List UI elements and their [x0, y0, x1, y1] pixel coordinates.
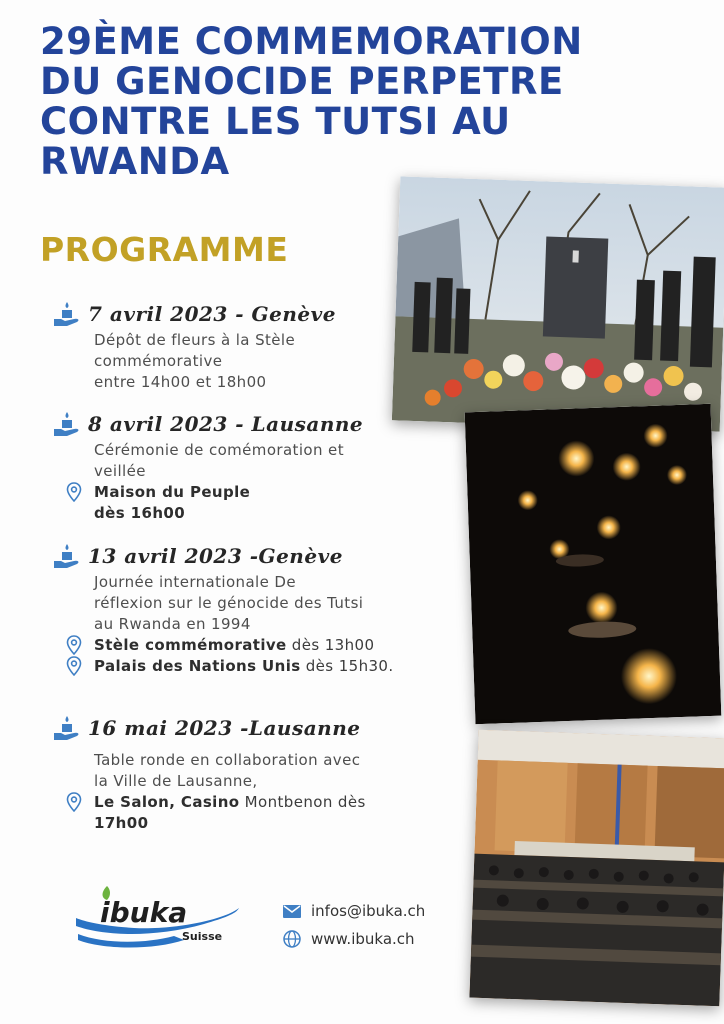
- event-item: [52, 298, 432, 393]
- event-description: Cérémonie de comémoration et veillée: [94, 441, 344, 480]
- candle-in-hand-icon: [52, 299, 82, 329]
- title-line: CONTRE LES TUTSI AU: [40, 100, 511, 143]
- candles-image: [465, 404, 722, 724]
- event-description: Dépôt de fleurs à la Stèle commémorative entre 14h00 et 18h00: [94, 331, 296, 391]
- svg-text:ibuka: ibuka: [100, 896, 188, 929]
- conference-photo: [469, 730, 724, 1007]
- candle-in-hand-icon: [52, 713, 82, 743]
- location-pin-icon: [66, 482, 82, 502]
- event-item: [52, 712, 432, 834]
- event-location: Stèle commémorative dès 13h00: [66, 635, 432, 656]
- event-description: Journée internationale De réflexion sur le génocide des Tutsi au Rwanda en 1994: [94, 573, 364, 633]
- contact-website[interactable]: [283, 930, 415, 948]
- event-item: [52, 408, 432, 524]
- candles-photo: [465, 404, 722, 724]
- title-line: 29ÈME COMMEMORATION: [40, 20, 583, 63]
- event-description: Table ronde en collaboration avec la Ville de Lausanne,: [94, 751, 361, 790]
- website-link[interactable]: www.ibuka.ch: [311, 930, 415, 948]
- ibuka-logo: [74, 884, 244, 954]
- page-title: [40, 22, 660, 182]
- title-line: RWANDA: [40, 140, 230, 183]
- location-pin-icon: [66, 656, 82, 676]
- globe-icon: [283, 930, 301, 948]
- email-link[interactable]: infos@ibuka.ch: [311, 902, 426, 920]
- candle-in-hand-icon: [52, 541, 82, 571]
- programme-heading: PROGRAMME: [40, 230, 289, 269]
- contact-email[interactable]: [283, 902, 425, 920]
- candle-in-hand-icon: [52, 409, 82, 439]
- memorial-photo: [392, 176, 724, 431]
- mail-icon: [283, 905, 301, 918]
- location-pin-icon: [66, 792, 82, 812]
- event-date: 8 avril 2023 - Lausanne: [88, 412, 364, 436]
- location-pin-icon: [66, 635, 82, 655]
- logo-subtitle: Suisse: [182, 930, 223, 943]
- event-location: Maison du Peuple dès 16h00: [66, 482, 432, 524]
- event-date: 13 avril 2023 -Genève: [88, 544, 343, 568]
- title-line: DU GENOCIDE PERPETRE: [40, 60, 564, 103]
- conference-hall-image: [469, 730, 724, 1007]
- memorial-stele-image: [392, 176, 724, 431]
- event-date: 7 avril 2023 - Genève: [88, 302, 336, 326]
- event-item: [52, 540, 432, 677]
- event-location: Palais des Nations Unis dès 15h30.: [66, 656, 432, 677]
- event-date: 16 mai 2023 -Lausanne: [88, 716, 361, 740]
- ibuka-logo-image: [74, 884, 244, 954]
- event-location: Le Salon, Casino Montbenon dès 17h00: [66, 792, 432, 834]
